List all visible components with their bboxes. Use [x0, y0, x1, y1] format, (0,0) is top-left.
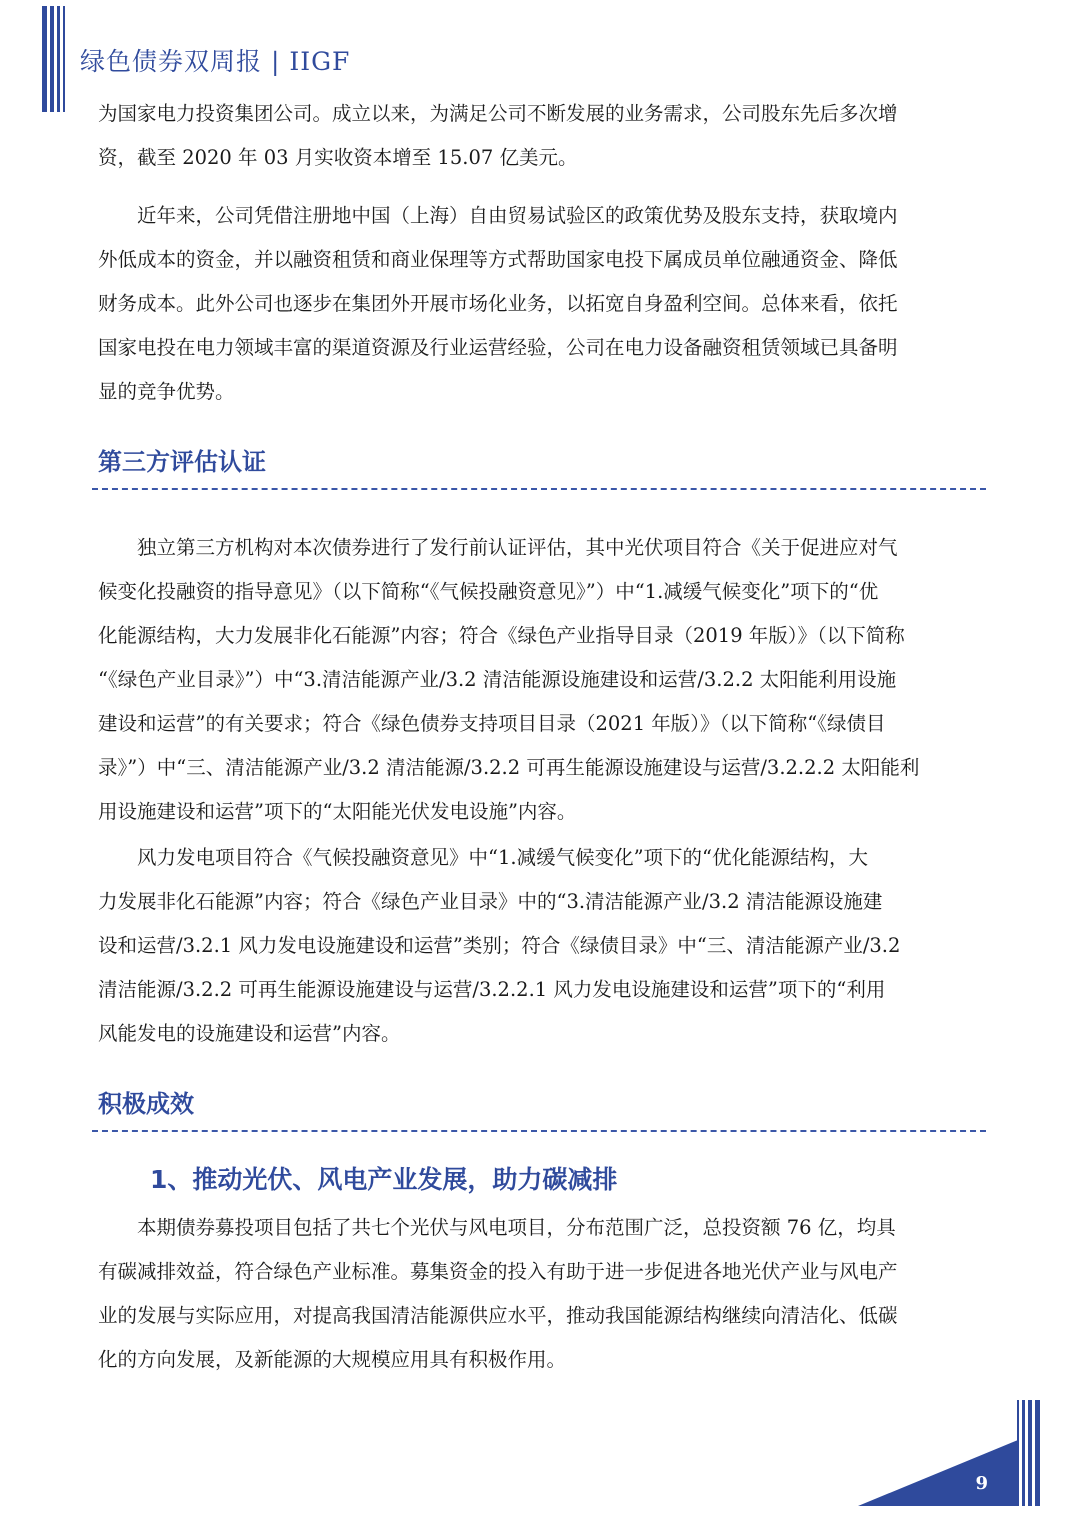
text-line: 设和运营/3.2.1 风力发电设施建设和运营”类别；符合《绿债目录》中“三、清洁能源产业/3.2 [98, 934, 901, 957]
section-title-positive-effects: 积极成效 [98, 1090, 194, 1118]
text-line: “《绿色产业目录》”）中“3.清洁能源产业/3.2 清洁能源设施建设和运营/3.2.2 太阳能利用设施 [98, 668, 897, 691]
text-line: 风能发电的设施建设和运营”内容。 [98, 1022, 401, 1045]
text-line: 国家电投在电力领域丰富的渠道资源及行业运营经验，公司在电力设备融资租赁领域已具备明 [98, 336, 898, 359]
text-line: 业的发展与实际应用，对提高我国清洁能源供应水平，推动我国能源结构继续向清洁化、低碳 [98, 1304, 898, 1327]
text-line: 化能源结构，大力发展非化石能源”内容；符合《绿色产业指导目录（2019 年版）》（以下简称 [98, 624, 905, 647]
text-line: 清洁能源/3.2.2 可再生能源设施建设与运营/3.2.2.1 风力发电设施建设和运营”项下的“利用 [98, 978, 886, 1001]
footer-decoration-stripes [1017, 1400, 1040, 1506]
header-decoration-stripes [42, 6, 65, 112]
text-line: 财务成本。此外公司也逐步在集团外开展市场化业务，以拓宽自身盈利空间。总体来看，依托 [98, 292, 898, 315]
paragraph-carbon-reduction [98, 1206, 982, 1382]
section-title-third-party-certification: 第三方评估认证 [98, 448, 266, 476]
text-line: 用设施建设和运营”项下的“太阳能光伏发电设施”内容。 [98, 800, 577, 823]
text-line: 为国家电力投资集团公司。成立以来，为满足公司不断发展的业务需求，公司股东先后多次增 [98, 102, 898, 125]
text-line: 风力发电项目符合《气候投融资意见》中“1.减缓气候变化”项下的“优化能源结构，大 [98, 846, 869, 869]
text-line: 录》”）中“三、清洁能源产业/3.2 清洁能源/3.2.2 可再生能源设施建设与运营/3.2.2.2 太阳能利 [98, 756, 920, 779]
paragraph-wind-certification [98, 836, 982, 1056]
paragraph-company-business [98, 194, 982, 414]
subsection-title-carbon-reduction: 1、推动光伏、风电产业发展，助力碳减排 [150, 1165, 618, 1194]
text-line: 化的方向发展，及新能源的大规模应用具有积极作用。 [98, 1348, 567, 1371]
text-line: 有碳减排效益，符合绿色产业标准。募集资金的投入有助于进一步促进各地光伏产业与风电产 [98, 1260, 898, 1283]
text-line: 力发展非化石能源”内容；符合《绿色产业目录》中的“3.清洁能源产业/3.2 清洁能源设施建 [98, 890, 883, 913]
text-line: 本期债券募投项目包括了共七个光伏与风电项目，分布范围广泛，总投资额 76 亿，均具 [98, 1216, 896, 1239]
text-line: 候变化投融资的指导意见》（以下简称“《气候投融资意见》”）中“1.减缓气候变化”项下的“优 [98, 580, 879, 603]
footer-triangle-decoration [858, 1440, 1018, 1506]
text-line: 近年来，公司凭借注册地中国（上海）自由贸易试验区的政策优势及股东支持，获取境内 [98, 204, 898, 227]
section-divider [92, 488, 986, 490]
text-line: 建设和运营”的有关要求；符合《绿色债券支持项目目录（2021 年版）》（以下简称“《绿债目 [98, 712, 886, 735]
text-line: 资，截至 2020 年 03 月实收资本增至 15.07 亿美元。 [98, 146, 578, 169]
journal-title: 绿色债券双周报 | IIGF [80, 47, 351, 76]
text-line: 独立第三方机构对本次债券进行了发行前认证评估，其中光伏项目符合《关于促进应对气 [98, 536, 898, 559]
paragraph-solar-certification [98, 526, 982, 834]
page-number: 9 [975, 1473, 988, 1494]
text-line: 外低成本的资金，并以融资租赁和商业保理等方式帮助国家电投下属成员单位融通资金、降低 [98, 248, 898, 271]
text-line: 显的竞争优势。 [98, 380, 235, 403]
section-divider [92, 1130, 986, 1132]
paragraph-company-capital [98, 92, 982, 180]
